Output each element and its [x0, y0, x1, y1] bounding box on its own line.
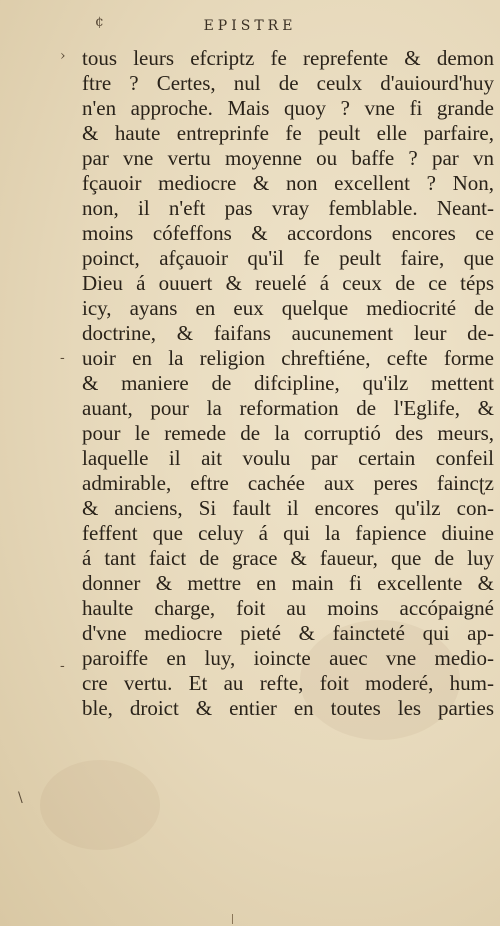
text-line: d'vne mediocre pieté & faincteté qui ap- [82, 621, 494, 645]
text-line: tous leurs efcriptz fe reprefente & demon [82, 46, 494, 70]
text-line: laquelle il ait voulu par certain confeil [82, 446, 494, 470]
text-line: poinct, afçauoir qu'il fe peult faire, que [82, 246, 494, 270]
text-line: n'en approche. Mais quoy ? vne fi grande [82, 96, 494, 120]
text-line: par vne vertu moyenne ou baffe ? par vn [82, 146, 494, 170]
margin-mark: ¢ [95, 14, 104, 30]
text-line: & maniere de difcipline, qu'ilz mettent [82, 371, 494, 395]
text-line: & anciens, Si fault il encores qu'ilz con- [82, 496, 494, 520]
text-line: ble, droict & entier en toutes les parties [82, 696, 494, 720]
text-line: fçauoir mediocre & non excellent ? Non, [82, 171, 494, 195]
page-edge-mark [232, 914, 233, 924]
text-line: cre vertu. Et au refte, foit moderé, hum- [82, 671, 494, 695]
text-line: auant, pour la reformation de l'Eglife, & [82, 396, 494, 420]
paper-stain [40, 760, 160, 850]
text-line: icy, ayans en eux quelque mediocrité de [82, 296, 494, 320]
text-line: feffent que celuy á qui la fapience diuine [82, 521, 494, 545]
body-text [82, 46, 494, 721]
text-line: & haute entreprinfe fe peult elle parfaire, [82, 121, 494, 145]
text-line: á tant faict de grace & faueur, que de luy [82, 546, 494, 570]
margin-mark: › [60, 48, 66, 64]
text-line: donner & mettre en main fi excellente & [82, 571, 494, 595]
text-line: non, il n'eft pas vray femblable. Neant- [82, 196, 494, 220]
text-line: ftre ? Certes, nul de ceulx d'auiourd'huy [82, 71, 494, 95]
text-line: pour le remede de la corruptió des meurs, [82, 421, 494, 445]
margin-mark: - [60, 658, 65, 674]
text-line: doctrine, & faifans aucunement leur de- [82, 321, 494, 345]
text-line: Dieu á ouuert & reuelé á ceux de ce téps [82, 271, 494, 295]
text-line: uoir en la religion chreftiéne, cefte forme [82, 346, 494, 370]
text-line: admirable, eftre cachée aux peres faincʈz [82, 471, 494, 495]
margin-mark: - [60, 350, 65, 366]
text-line: moins cófeffons & accordons encores ce [82, 221, 494, 245]
text-line: paroiffe en luy, ioincte auec vne medio- [82, 646, 494, 670]
margin-mark: \ [18, 790, 23, 806]
text-line: haulte charge, foit au moins accópaigné [82, 596, 494, 620]
running-head: EPISTRE [203, 18, 297, 34]
